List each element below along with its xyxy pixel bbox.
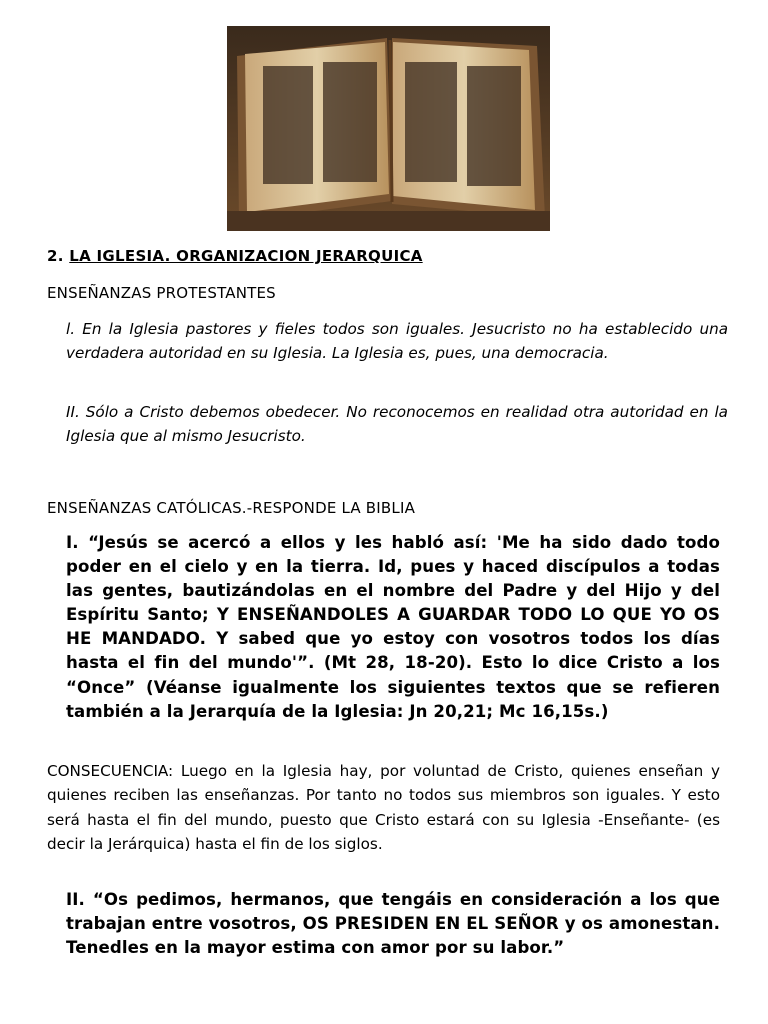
protestant-point-2: II. Sólo a Cristo debemos obedecer. No reconocemos en realidad otra autoridad en la Iglesia que al mismo Jesucristo. bbox=[66, 403, 728, 445]
protestant-subtitle: ENSEÑANZAS PROTESTANTES bbox=[47, 284, 276, 302]
section-number: 2. bbox=[47, 247, 70, 265]
catholic-point-2: II. “Os pedimos, hermanos, que tengáis en consideración a los que trabajan entre vosotros, OS PRESIDEN EN EL SEÑOR y os amonestan. Tenedles en la mayor estima con amor por su labor.” bbox=[66, 890, 720, 958]
section-title: LA IGLESIA. ORGANIZACION JERARQUICA bbox=[69, 247, 423, 265]
catholic-point-1: I. “Jesús se acercó a ellos y les habló así: 'Me ha sido dado todo poder en el cielo y en la tierra. Id, pues y haced discípulos a todas las gentes, bautizándolas en el nombre del Padre y del Hijo y del Espíritu Santo; Y ENSEÑANDOLES A GUARDAR TODO LO QUE YO OS HE MANDADO. Y sabed que yo estoy con vosotros todos los días hasta el fin del mundo'”. (Mt 28, 18-20). Esto lo dice Cristo a los “Once” (Véanse igualmente los siguientes textos que se refieren también a la Jerarquía de la Iglesia: Jn 20,21; Mc 16,15s.) bbox=[66, 533, 720, 721]
open-bible-photo bbox=[227, 26, 550, 231]
catholic-subtitle: ENSEÑANZAS CATÓLICAS.-RESPONDE LA BIBLIA bbox=[47, 499, 416, 517]
protestant-point-1: l. En la Iglesia pastores y fieles todos son iguales. Jesucristo no ha establecido una verdadera autoridad en su Iglesia. La Iglesia es, pues, una democracia. bbox=[66, 320, 728, 362]
consequence-paragraph: CONSECUENCIA: Luego en la Iglesia hay, por voluntad de Cristo, quienes enseñan y quienes reciben las enseñanzas. Por tanto no todos sus miembros son iguales. Y esto será hasta el fin del mundo, puesto que Cristo estará con su Iglesia -Enseñante- (es decir la Jerárquica) hasta el fin de los siglos. bbox=[47, 762, 720, 853]
section-heading bbox=[47, 247, 423, 265]
